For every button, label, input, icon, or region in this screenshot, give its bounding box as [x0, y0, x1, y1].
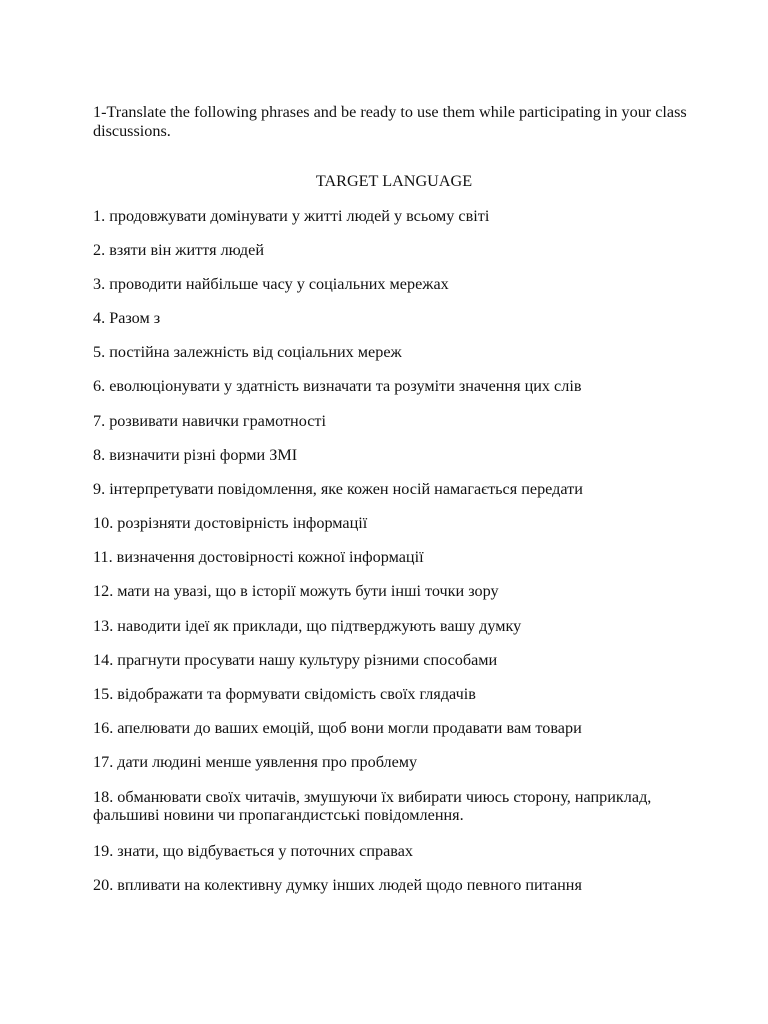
list-item: 10. розрізняти достовірність інформації: [93, 514, 368, 532]
instruction-text: 1-Translate the following phrases and be ready to use them while participating in your class discussions.: [93, 103, 687, 140]
list-item: 20. впливати на колективну думку інших людей щодо певного питання: [93, 876, 582, 894]
list-item: 2. взяти він життя людей: [93, 241, 265, 259]
section-heading: TARGET LANGUAGE: [315, 172, 473, 190]
list-item: 3. проводити найбільше часу у соціальних мережах: [93, 275, 449, 293]
list-item: 6. еволюціонувати у здатність визначати та розуміти значення цих слів: [93, 377, 582, 395]
list-item: 13. наводити ідеї як приклади, що підтверджують вашу думку: [93, 617, 522, 635]
list-item: 17. дати людині менше уявлення про проблему: [93, 753, 418, 771]
list-item: 5. постійна залежність від соціальних мереж: [93, 343, 402, 361]
list-item: 14. прагнути просувати нашу культуру різними способами: [93, 651, 498, 669]
list-item: 19. знати, що відбувається у поточних справах: [93, 842, 413, 860]
list-item: 11. визначення достовірності кожної інформації: [93, 548, 424, 566]
list-item: 8. визначити різні форми ЗМІ: [93, 446, 298, 464]
list-item: 16. апелювати до ваших емоцій, щоб вони могли продавати вам товари: [93, 719, 582, 737]
list-item: 9. інтерпретувати повідомлення, яке кожен носій намагається передати: [93, 480, 583, 498]
list-item: 4. Разом з: [93, 309, 161, 327]
list-item: 1. продовжувати домінувати у житті людей у всьому світі: [93, 207, 490, 225]
list-item: 12. мати на увазі, що в історії можуть бути інші точки зору: [93, 582, 499, 600]
list-item: 7. розвивати навички грамотності: [93, 412, 326, 430]
list-item: 15. відображати та формувати свідомість своїх глядачів: [93, 685, 476, 703]
list-item: 18. обманювати своїх читачів, змушуючи їх вибирати чиюсь сторону, наприклад, фальшиві новини чи пропагандистські повідомлення.: [93, 788, 652, 824]
